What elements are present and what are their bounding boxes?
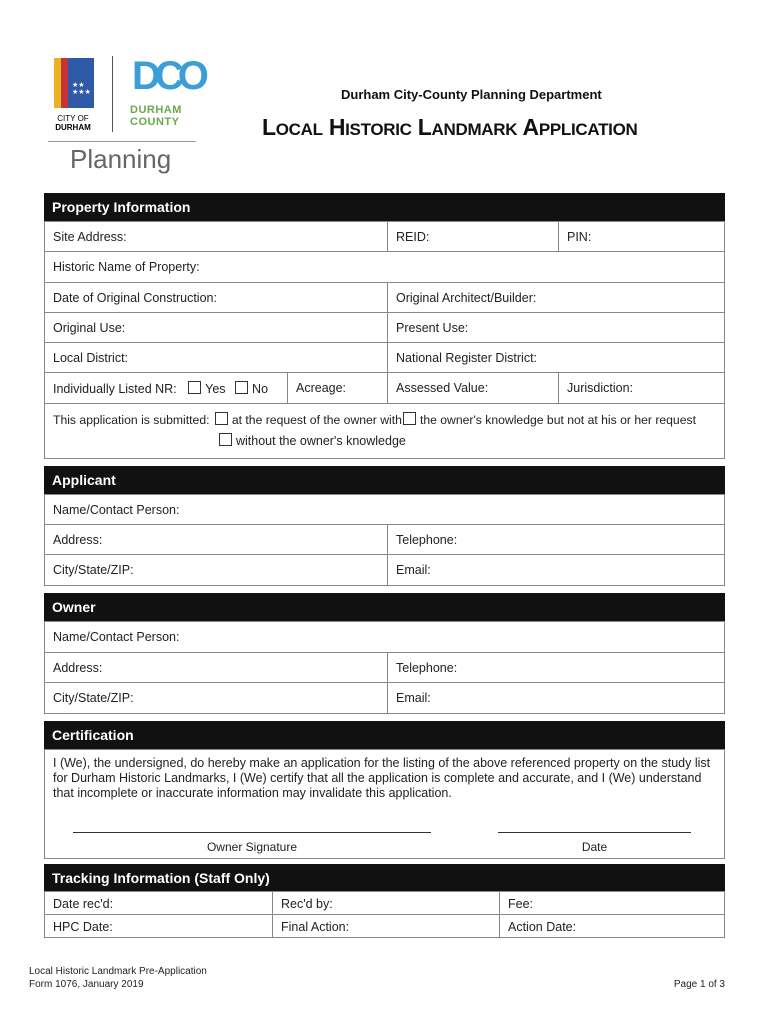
logo-stars-icon: ★★ ★★★ bbox=[72, 82, 91, 96]
present-use-field[interactable] bbox=[387, 312, 725, 343]
applicant-telephone-label: Telephone: bbox=[396, 533, 458, 547]
section-header-owner: Owner bbox=[44, 593, 725, 621]
national-district-field[interactable] bbox=[387, 342, 725, 373]
national-district-label: National Register District: bbox=[396, 351, 538, 365]
final-action-field[interactable] bbox=[272, 914, 500, 938]
request-owner-checkbox[interactable] bbox=[215, 412, 228, 425]
site-address-field[interactable] bbox=[44, 221, 388, 252]
submission-type-cell bbox=[44, 403, 725, 459]
owner-city-label: City/State/ZIP: bbox=[53, 691, 134, 705]
owner-city-field[interactable] bbox=[44, 682, 388, 714]
applicant-address-field[interactable] bbox=[44, 524, 388, 555]
owner-name-field[interactable] bbox=[44, 621, 725, 653]
request-owner-label: at the request of the owner with bbox=[231, 413, 402, 427]
logo-stripe-yellow bbox=[54, 58, 61, 108]
date-construction-label: Date of Original Construction: bbox=[53, 291, 217, 305]
without-knowledge-checkbox[interactable] bbox=[219, 433, 232, 446]
yes-checkbox[interactable] bbox=[188, 381, 201, 394]
page-number: Page 1 of 3 bbox=[673, 979, 725, 990]
acreage-field[interactable] bbox=[287, 372, 388, 404]
fee-label: Fee: bbox=[508, 897, 534, 911]
owner-address-label: Address: bbox=[53, 661, 103, 675]
logo-rule bbox=[48, 141, 196, 142]
owner-signature-line[interactable] bbox=[73, 832, 431, 833]
original-use-label: Original Use: bbox=[53, 321, 126, 335]
planning-logo bbox=[44, 52, 203, 178]
section-header-certification: Certification bbox=[44, 721, 725, 749]
reid-label: REID: bbox=[396, 230, 430, 244]
owner-email-label: Email: bbox=[396, 691, 431, 705]
certification-statement: I (We), the undersigned, do hereby make an application for the listing of the above referenced property on the study list for Durham Historic Landmarks, I (We) certify that all the application is complete and accurate, and I (We) understand that incomplete or inaccurate information may invalidate this application. bbox=[53, 756, 711, 800]
submitted-label: This application is submitted: bbox=[53, 413, 210, 427]
section-header-tracking: Tracking Information (Staff Only) bbox=[44, 864, 725, 892]
logo-divider bbox=[112, 56, 113, 132]
owner-telephone-label: Telephone: bbox=[396, 661, 458, 675]
date-signature-line[interactable] bbox=[498, 832, 691, 833]
hpc-date-field[interactable] bbox=[44, 914, 273, 938]
historic-name-field[interactable] bbox=[44, 251, 725, 283]
architect-field[interactable] bbox=[387, 282, 725, 313]
site-address-label: Site Address: bbox=[53, 230, 127, 244]
logo-city-text: CITY OF DURHAM bbox=[55, 114, 91, 132]
fee-field[interactable] bbox=[499, 891, 725, 915]
logo-dco: DCO bbox=[132, 54, 203, 98]
pin-field[interactable] bbox=[558, 221, 725, 252]
owner-name-label: Name/Contact Person: bbox=[53, 630, 180, 644]
without-knowledge-label: without the owner's knowledge bbox=[236, 434, 406, 448]
logo-planning-text: Planning bbox=[70, 144, 172, 174]
no-label: No bbox=[252, 382, 269, 396]
owner-knowledge-label: the owner's knowledge but not at his or her request bbox=[419, 413, 696, 427]
hpc-date-label: HPC Date: bbox=[53, 920, 113, 934]
applicant-name-field[interactable] bbox=[44, 494, 725, 525]
reid-field[interactable] bbox=[387, 221, 559, 252]
owner-knowledge-checkbox[interactable] bbox=[403, 412, 416, 425]
applicant-email-label: Email: bbox=[396, 563, 431, 577]
section-header-property: Property Information bbox=[44, 193, 725, 221]
logo-stripe-blue bbox=[68, 58, 94, 108]
assessed-value-label: Assessed Value: bbox=[396, 381, 489, 395]
applicant-city-field[interactable] bbox=[44, 554, 388, 586]
page-title: LOCAL HISTORIC LANDMARK APPLICATION bbox=[262, 114, 638, 140]
footer-line-1: Local Historic Landmark Pre-Application bbox=[29, 966, 207, 977]
logo-county-text: DURHAM COUNTY bbox=[130, 104, 182, 128]
date-signature-label: Date bbox=[581, 840, 608, 854]
final-action-label: Final Action: bbox=[281, 920, 350, 934]
owner-telephone-field[interactable] bbox=[387, 652, 725, 683]
jurisdiction-label: Jurisdiction: bbox=[567, 381, 633, 395]
recd-by-field[interactable] bbox=[272, 891, 500, 915]
historic-name-label: Historic Name of Property: bbox=[53, 260, 200, 274]
applicant-telephone-field[interactable] bbox=[387, 524, 725, 555]
individually-listed-label: Individually Listed NR: bbox=[53, 382, 177, 396]
no-checkbox[interactable] bbox=[235, 381, 248, 394]
date-recd-field[interactable] bbox=[44, 891, 273, 915]
date-recd-label: Date rec'd: bbox=[53, 897, 114, 911]
owner-address-field[interactable] bbox=[44, 652, 388, 683]
individually-listed-cell bbox=[44, 372, 288, 404]
original-use-field[interactable] bbox=[44, 312, 388, 343]
applicant-email-field[interactable] bbox=[387, 554, 725, 586]
action-date-field[interactable] bbox=[499, 914, 725, 938]
recd-by-label: Rec'd by: bbox=[281, 897, 333, 911]
date-construction-field[interactable] bbox=[44, 282, 388, 313]
local-district-label: Local District: bbox=[53, 351, 129, 365]
action-date-label: Action Date: bbox=[508, 920, 577, 934]
jurisdiction-field[interactable] bbox=[558, 372, 725, 404]
applicant-city-label: City/State/ZIP: bbox=[53, 563, 134, 577]
footer-form-info bbox=[29, 966, 207, 991]
pin-label: PIN: bbox=[567, 230, 592, 244]
architect-label: Original Architect/Builder: bbox=[396, 291, 537, 305]
yes-label: Yes bbox=[205, 382, 226, 396]
owner-email-field[interactable] bbox=[387, 682, 725, 714]
local-district-field[interactable] bbox=[44, 342, 388, 373]
applicant-name-label: Name/Contact Person: bbox=[53, 503, 180, 517]
department-name: Durham City-County Planning Department bbox=[341, 87, 602, 102]
applicant-address-label: Address: bbox=[53, 533, 103, 547]
owner-signature-label: Owner Signature bbox=[206, 840, 298, 854]
footer-line-2: Form 1076, January 2019 bbox=[29, 978, 144, 990]
logo-stripe-red bbox=[61, 58, 68, 108]
assessed-value-field[interactable] bbox=[387, 372, 559, 404]
present-use-label: Present Use: bbox=[396, 321, 469, 335]
section-header-applicant: Applicant bbox=[44, 466, 725, 494]
acreage-label: Acreage: bbox=[296, 381, 347, 395]
